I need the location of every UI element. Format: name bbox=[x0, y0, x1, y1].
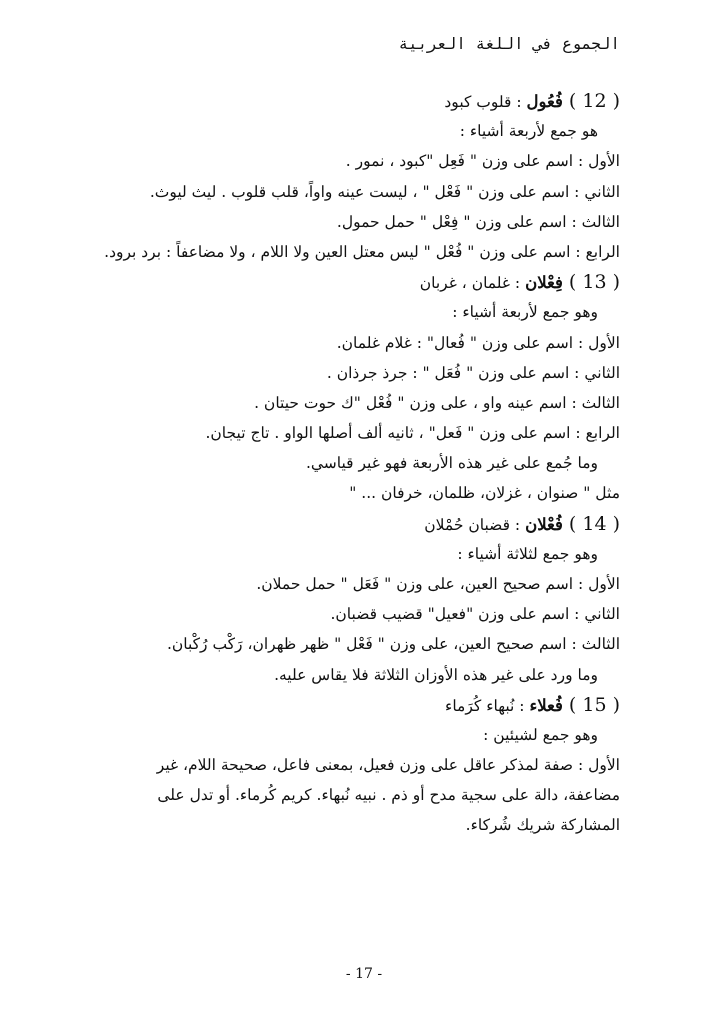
body-line: الثاني : اسم على وزن " فُعَل " : جرذ جرذان . bbox=[326, 363, 620, 382]
entry-examples: : نُبهاء كُرَماء bbox=[445, 696, 525, 715]
body-line: الرابع : اسم على وزن " فَعل" ، ثانيه ألف أصلها الواو . تاج تيجان. bbox=[205, 424, 620, 443]
body-line: الثاني : اسم على وزن " فَعْل " ، ليست عينه واواً، قلب قلوب . ليث ليوث. bbox=[149, 182, 620, 201]
entry-number: ( 15 ) bbox=[568, 693, 620, 716]
body-line: الرابع : اسم على وزن " فُعْل " ليس معتل العين ولا اللام ، ولا مضاعفاً : برد برود. bbox=[104, 242, 620, 261]
entry-heading bbox=[100, 86, 620, 116]
page-body bbox=[100, 86, 620, 835]
entry-pattern: فُعْلان bbox=[525, 514, 563, 534]
entry-number: ( 13 ) bbox=[568, 271, 620, 294]
body-line: الثالث : اسم صحيح العين، على وزن " فَعْل " ظهر ظهران، رَكْب رُكْبان. bbox=[166, 635, 620, 654]
body-line: الأول : صفة لمذكر عاقل على وزن فعيل، بمعنى فاعل، صحيحة اللام، غير مضاعفة، دالة على سجية مدح أو ذم . نبيه نُبهاء. كريم كُرماء. أو تدل على المشاركة شريك شُركاء. bbox=[156, 756, 620, 835]
body-line: الثالث : اسم عينه واو ، على وزن " فُعْل "ك حوت حيتان . bbox=[254, 393, 620, 412]
body-line: وهو جمع لشيئين : bbox=[483, 725, 598, 744]
body-line: وما ورد على غير هذه الأوزان الثلاثة فلا يقاس عليه. bbox=[274, 665, 598, 684]
page-number: - 17 - bbox=[345, 966, 383, 982]
entry-examples: : قلوب كبود bbox=[444, 93, 522, 111]
entry-examples: : غلمان ، غربان bbox=[419, 274, 521, 293]
entry-pattern: فُعُول bbox=[526, 92, 563, 111]
body-line: الثالث : اسم على وزن " فِعْل " حمل حمول. bbox=[336, 212, 620, 231]
body-line: وهو جمع لأربعة أشياء : bbox=[452, 303, 598, 322]
body-line: الأول : اسم على وزن " فَعِل "كبود ، نمور . bbox=[345, 152, 620, 171]
body-line: وهو جمع لثلاثة أشياء : bbox=[457, 544, 598, 563]
body-line: الأول : اسم صحيح العين، على وزن " فَعَل " حمل حملان. bbox=[256, 575, 620, 593]
entry-heading bbox=[100, 690, 620, 720]
body-line: الثاني : اسم على وزن "فعيل" قضيب قضبان. bbox=[330, 605, 620, 624]
entry-number: ( 14 ) bbox=[568, 512, 620, 535]
entry-number: ( 12 ) bbox=[568, 90, 620, 112]
entry-heading bbox=[100, 267, 620, 297]
body-line: الأول : اسم على وزن " فُعال" : غلام غلمان. bbox=[336, 333, 620, 352]
body-line: مثل " صنوان ، غزلان، ظلمان، خرفان ... " bbox=[349, 484, 620, 503]
entry-examples: : قضبان حُمْلان bbox=[424, 515, 521, 534]
entry-pattern: فُعلاء bbox=[529, 695, 563, 715]
body-line: هو جمع لأربعة أشياء : bbox=[459, 122, 598, 141]
entry-heading bbox=[100, 509, 620, 539]
entry-pattern: فِعْلان bbox=[525, 273, 563, 293]
body-line: وما جُمع على غير هذه الأربعة فهو غير قياسي. bbox=[305, 454, 598, 473]
running-header: الجموع في اللغة العربية bbox=[398, 34, 620, 53]
